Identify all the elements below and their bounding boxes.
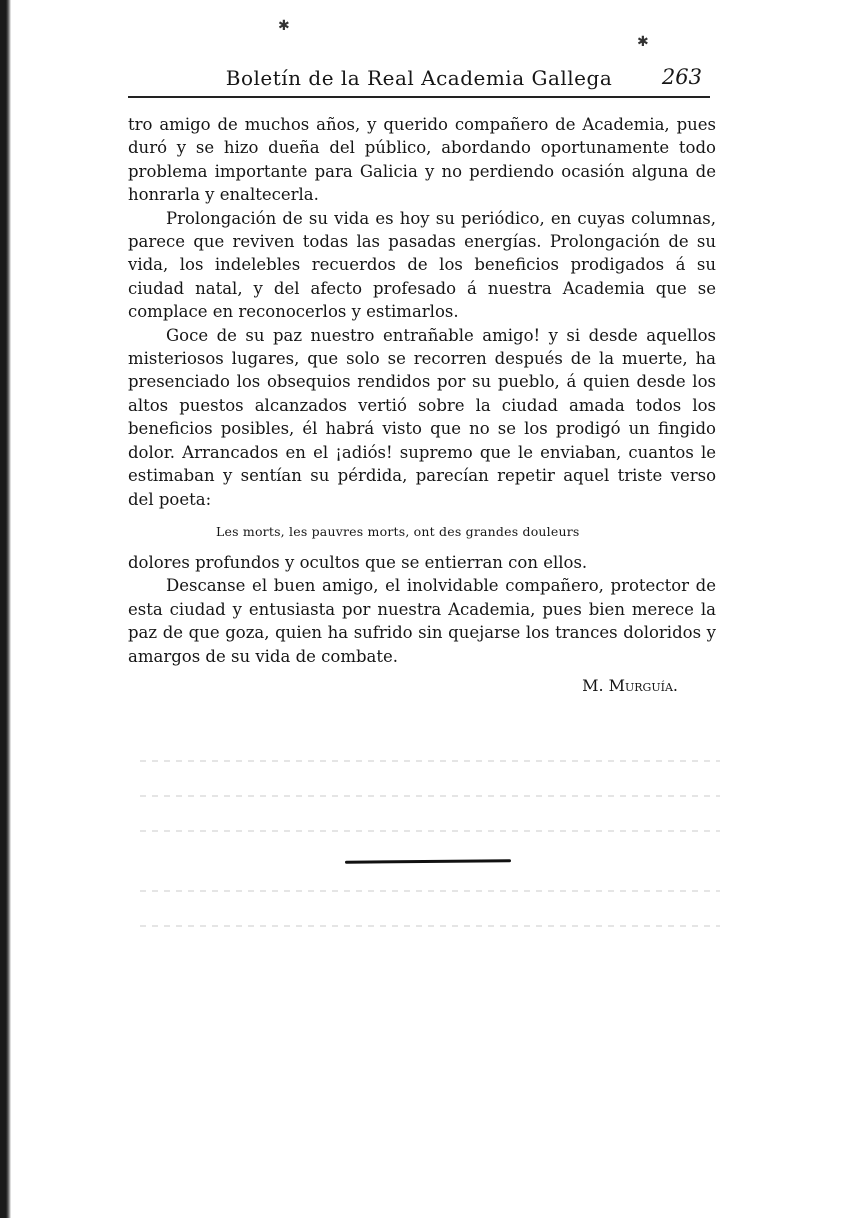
show-through-text (140, 795, 720, 797)
page-number: 263 (661, 65, 702, 89)
printer-ornament-mark: ✱ (278, 18, 290, 34)
show-through-text (140, 830, 720, 832)
page-binding-edge (0, 0, 11, 1218)
printer-ornament-mark: ✱ (637, 34, 649, 50)
verse-quote: Les morts, les pauvres morts, ont des grandes douleurs (216, 523, 580, 539)
show-through-text (140, 925, 720, 927)
paragraph: Prolongación de su vida es hoy su periódico, en cuyas columnas, parece que reviven todas las pasadas energías. Prolongación de su vida, los indelebles recuerdos de los beneficios prodigados á su ciudad natal, y del afecto profesado á nuestra Academia que se complace en reconocerlos y estimarlos. (128, 208, 716, 322)
running-title: Boletín de la Real Academia Gallega (225, 66, 613, 90)
paragraph: dolores profundos y ocultos que se entierran con ellos. (128, 552, 588, 572)
article-body (128, 113, 716, 697)
paragraph-continued: tro amigo de muchos años, y querido compañero de Academia, pues duró y se hizo dueña del público, abordando oportunamente todo problema importante para Galicia y no perdiendo ocasión alguna de honrarla y enaltecerla. (128, 115, 716, 205)
section-end-rule (345, 859, 511, 863)
show-through-text (140, 760, 720, 762)
show-through-text (140, 890, 720, 892)
page-header (128, 62, 710, 98)
author-signature: M. Murguía. (582, 675, 678, 695)
paragraph: Descanse el buen amigo, el inolvidable compañero, protector de esta ciudad y entusiasta por nuestra Academia, pues bien merece la paz de que goza, quien ha sufrido sin quejarse los trances doloridos y amargos de su vida de combate. (128, 576, 716, 666)
paragraph: Goce de su paz nuestro entrañable amigo! y si desde aquellos misteriosos lugares, que solo se recorren después de la muerte, ha presenciado los obsequios rendidos por su pueblo, á quien desde los altos puestos alcanzados vertió sobre la ciudad amada todos los beneficios posibles, él habrá visto que no se los prodigó un fingido dolor. Arrancados en el ¡adiós! supremo que le enviaban, cuantos le estimaban y sentían su pérdida, parecían repetir aquel triste verso del poeta: (128, 325, 716, 509)
